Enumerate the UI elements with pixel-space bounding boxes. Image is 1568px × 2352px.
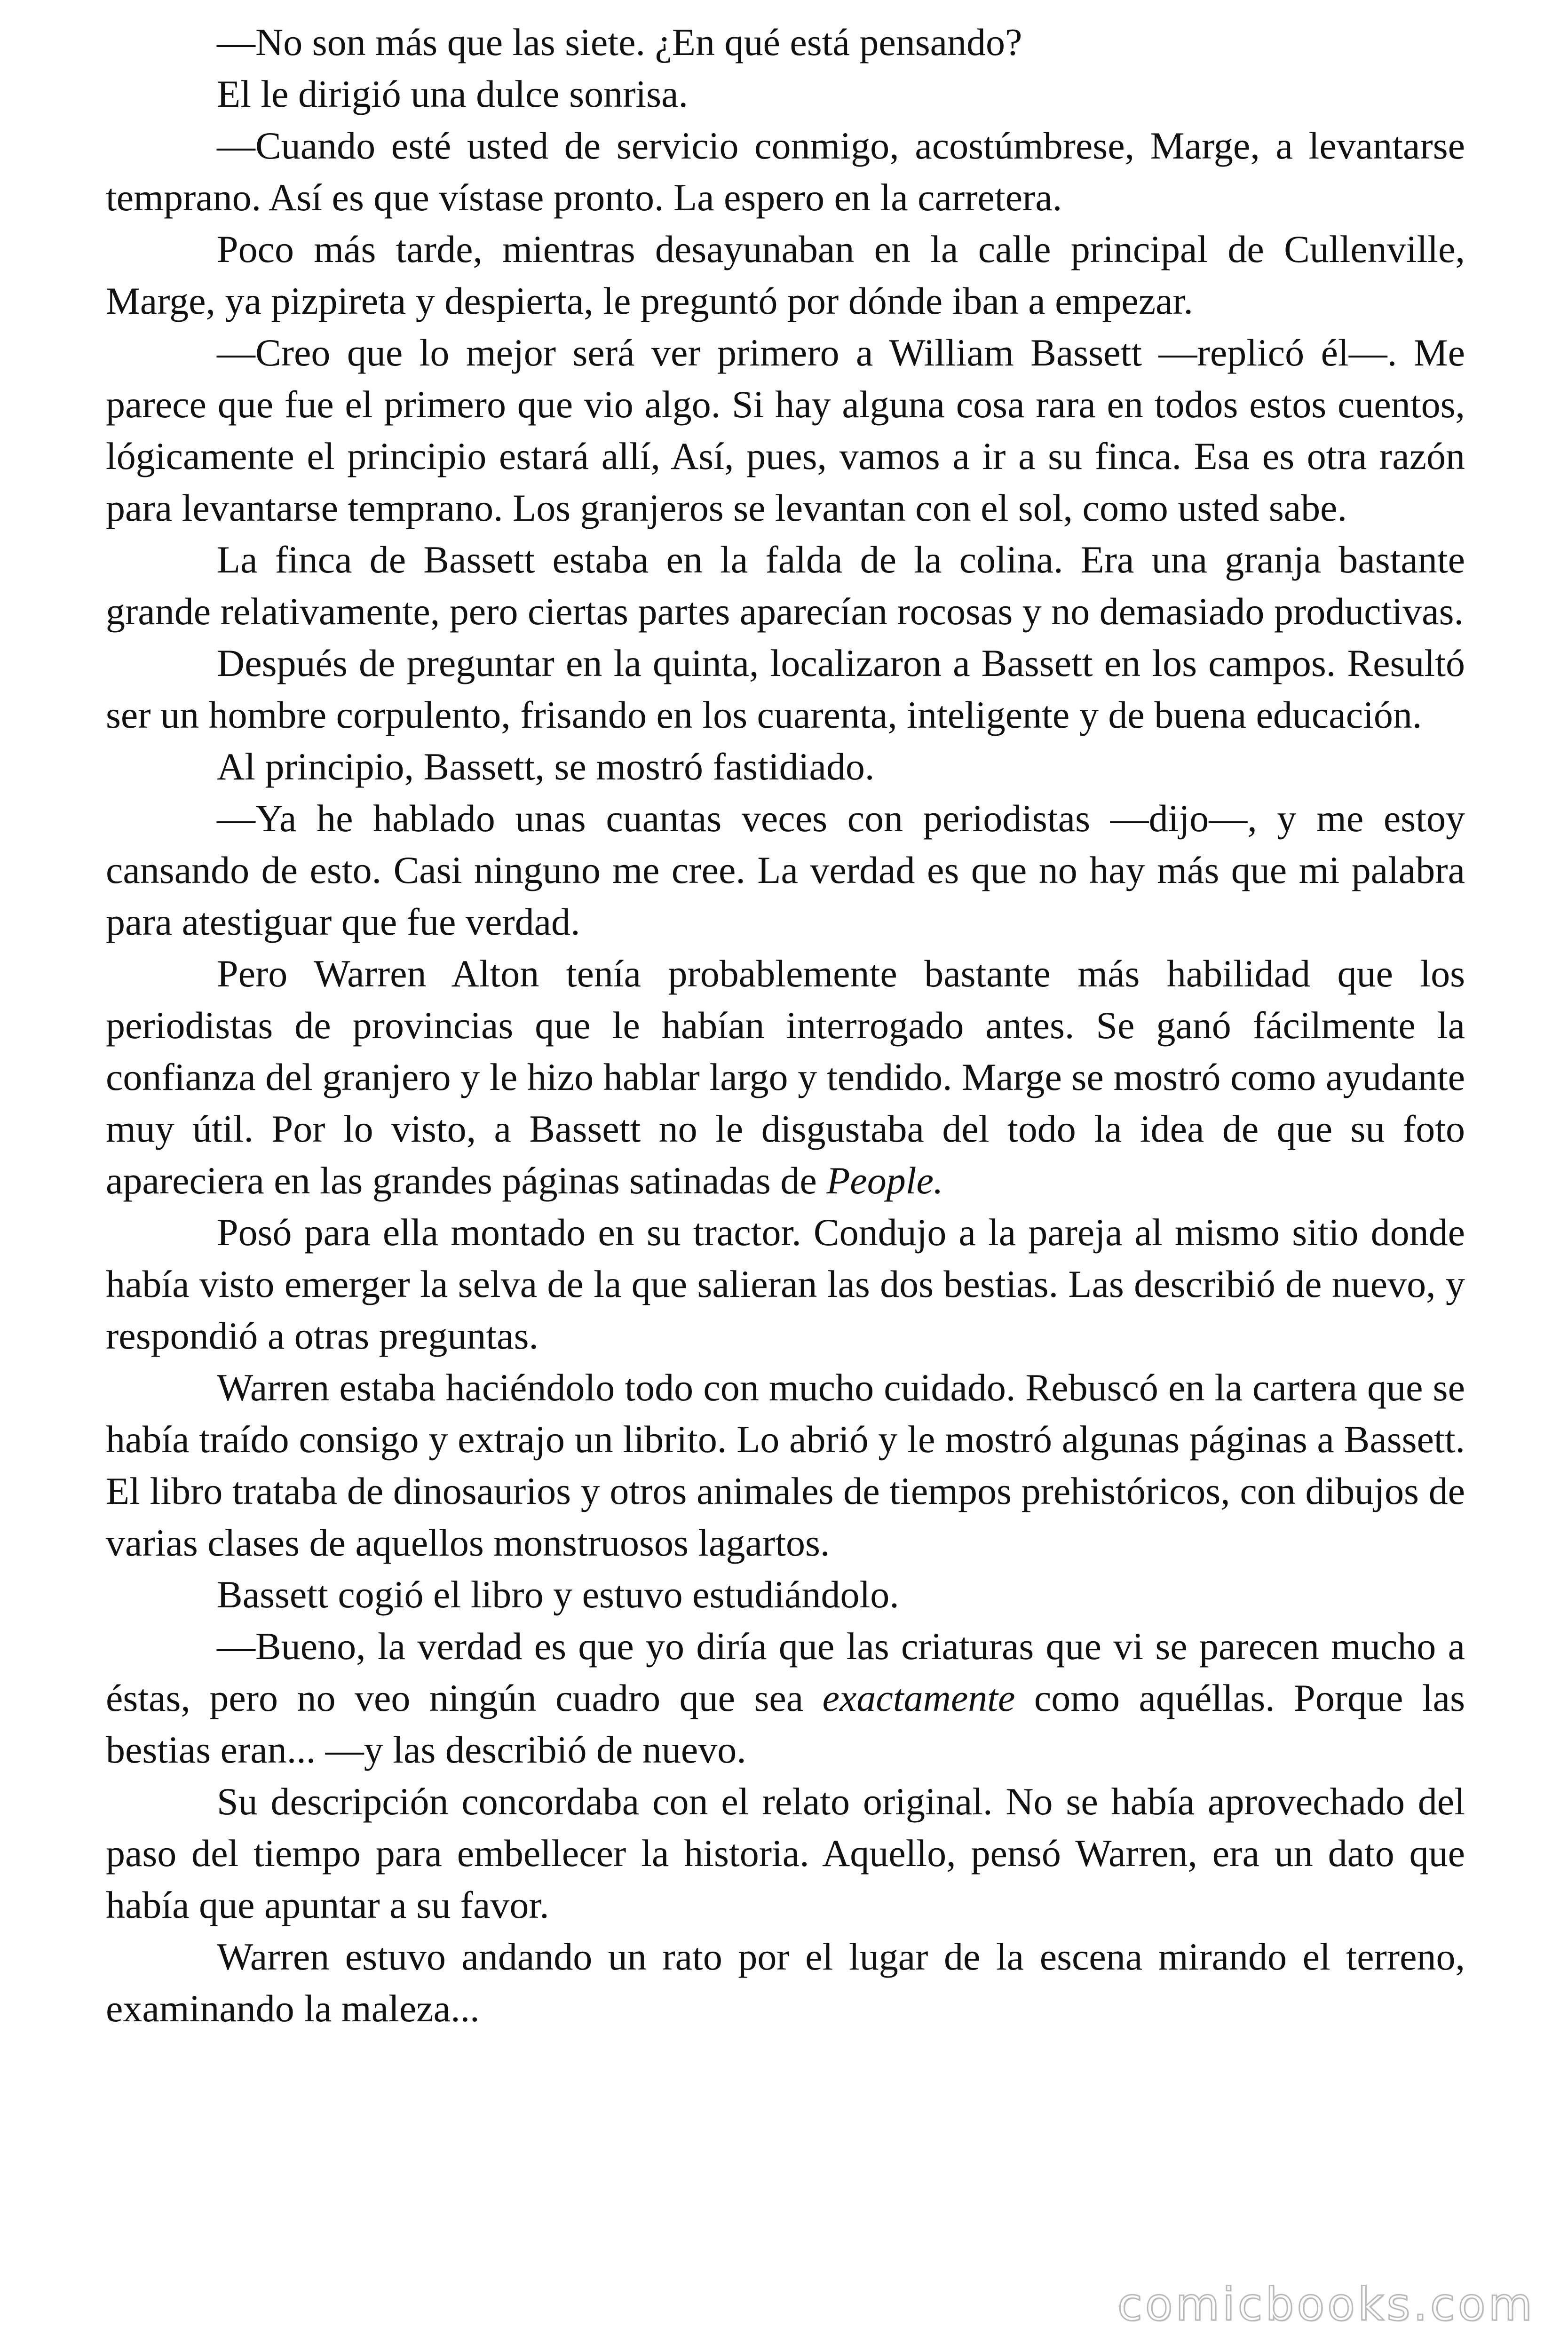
paragraph: —Cuando esté usted de servicio conmigo, acostúmbrese, Marge, a levantarse temprano. Así es que vístase pronto. La espero en la carretera.	[106, 124, 1465, 219]
paragraph-text: como aquéllas. Porque las bestias eran... —y las describió de nuevo.	[106, 1677, 1465, 1771]
paragraph-text: Pero Warren Alton tenía probablemente bastante más habilidad que los periodistas de provincias que le habían interrogado antes. Se ganó fácilmente la confianza del granjero y le hizo hablar largo y tendido. Marge se mostró como ayudante muy útil. Por lo visto, a Bassett no le disgustaba del todo la idea de que su foto apareciera en las grandes páginas satinadas de	[106, 952, 1465, 1202]
paragraph-text: —Bueno, la verdad es que yo diría que las criaturas que vi se parecen mucho a éstas, pero no veo ningún cuadro que sea	[106, 1625, 1465, 1719]
paragraph: Warren estuvo andando un rato por el lugar de la escena mirando el terreno, examinando la maleza...	[106, 1935, 1465, 2030]
paragraph: Warren estaba haciéndolo todo con mucho cuidado. Rebuscó en la cartera que se había traído consigo y extrajo un librito. Lo abrió y le mostró algunas páginas a Bassett. El libro trataba de dinosaurios y otros animales de tiempos prehistóricos, con dibujos de varias clases de aquellos monstruosos lagartos.	[106, 1366, 1465, 1564]
paragraph-people	[106, 948, 1465, 1207]
paragraph: Su descripción concordaba con el relato original. No se había aprovechado del paso del tiempo para embellecer la historia. Aquello, pensó Warren, era un dato que había que apuntar a su favor.	[106, 1780, 1465, 1926]
paragraph: Poco más tarde, mientras desayunaban en la calle principal de Cullenville, Marge, ya pizpireta y despierta, le preguntó por dónde iban a empezar.	[106, 228, 1465, 322]
italic-emphasis: exactamente	[822, 1677, 1015, 1719]
paragraph: Al principio, Bassett, se mostró fastidiado.	[217, 745, 875, 788]
paragraph: —No son más que las siete. ¿En qué está pensando?	[217, 21, 1022, 64]
paragraph: Bassett cogió el libro y estuvo estudiándolo.	[217, 1573, 899, 1616]
paragraph: —Ya he hablado unas cuantas veces con periodistas —dijo—, y me estoy cansando de esto. Casi ninguno me cree. La verdad es que no hay más que mi palabra para atestiguar que fue verdad.	[106, 797, 1465, 943]
paragraph-bueno	[106, 1621, 1465, 1776]
italic-title: People.	[826, 1159, 943, 1202]
paragraph: El le dirigió una dulce sonrisa.	[217, 72, 688, 115]
paragraph: La finca de Bassett estaba en la falda de la colina. Era una granja bastante grande relativamente, pero ciertas partes aparecían rocosas y no demasiado productivas.	[106, 538, 1465, 633]
watermark: comicbooks.com	[1117, 2278, 1535, 2331]
paragraph: Posó para ella montado en su tractor. Condujo a la pareja al mismo sitio donde había visto emerger la selva de la que salieran las dos bestias. Las describió de nuevo, y respondió a otras preguntas.	[106, 1211, 1465, 1357]
page-text	[106, 16, 1465, 2034]
paragraph: Después de preguntar en la quinta, localizaron a Bassett en los campos. Resultó ser un hombre corpulento, frisando en los cuarenta, inteligente y de buena educación.	[106, 642, 1465, 736]
paragraph: —Creo que lo mejor será ver primero a William Bassett —replicó él—. Me parece que fue el primero que vio algo. Si hay alguna cosa rara en todos estos cuentos, lógicamente el principio estará allí, Así, pues, vamos a ir a su finca. Esa es otra razón para levantarse temprano. Los granjeros se levantan con el sol, como usted sabe.	[106, 331, 1465, 529]
